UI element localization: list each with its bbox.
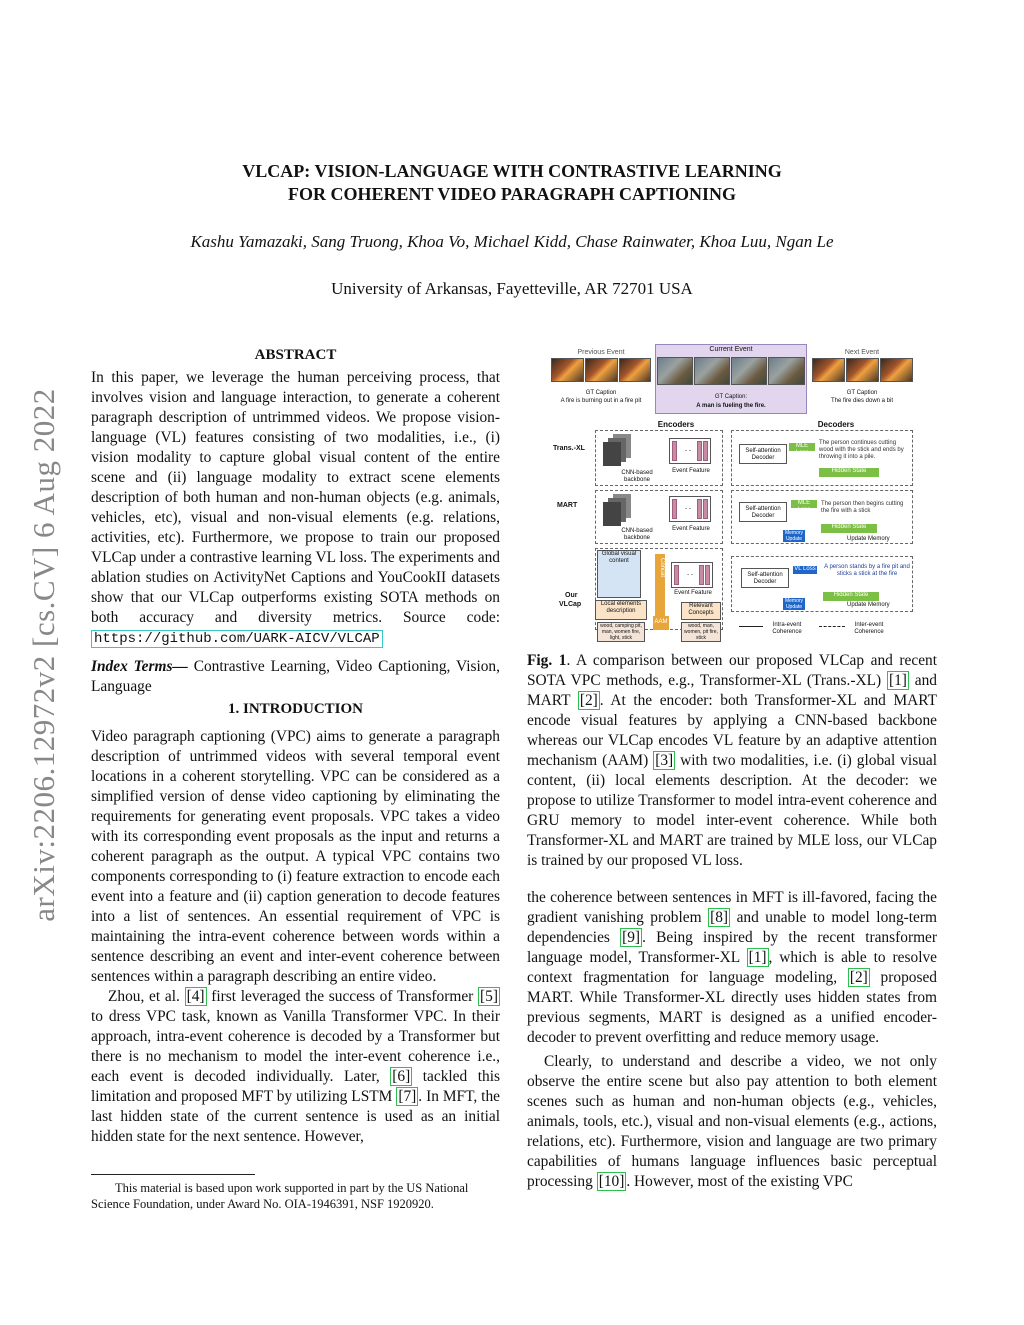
memory-update-1: Memory Update [784, 530, 804, 542]
current-caption: A man is fueling the fire. [696, 403, 766, 409]
citation-10[interactable]: [10] [598, 1173, 625, 1190]
encoders-heading: Encoders [657, 420, 695, 429]
footnote-rule [91, 1174, 255, 1175]
author-list: Kashu Yamazaki, Sang Truong, Khoa Vo, Michael Kidd, Chase Rainwater, Khoa Luu, Ngan Le [190, 232, 834, 251]
cnn-backbone-label-2: CNN-based backbone [621, 528, 653, 541]
next-caption-label: GT Caption [846, 390, 878, 396]
right-p1-text-a: the coherence between sentences in MFT is ill-favored, facing the gradient vanishing problem [527, 889, 937, 926]
relevant-concepts: Relevant Concepts [681, 602, 721, 620]
row-label-our: Our [565, 592, 578, 599]
next-frame-1 [812, 358, 845, 382]
abstract-heading: ABSTRACT [254, 347, 337, 363]
inter-event-arrow [819, 626, 845, 627]
output-caption-3: A person stands by a fire pit and sticks a stick at the fire [824, 564, 910, 577]
current-frame-2 [694, 357, 730, 385]
caption-text-3: . At the encoder: both Transformer-XL and MART encode visual features by applying a CNN-based backbone whereas our VLCap encodes VL feature by an adaptive attention mechanism (AAM) [527, 692, 937, 769]
previous-frame-2 [585, 358, 618, 382]
inter-event-coherence-label: Inter-event Coherence [854, 622, 884, 635]
abstract-text: In this paper, we leverage the human perceiving process, that involves vision and language interaction, to generate a coherent paragraph description of untrimmed videos. We propose vision-language (VL) features consisting of two modalities, i.e., (i) vision modality to capture global visual content of the entire scene and (ii) language modality to extract scene elements description of both human and non-human objects (e.g. animals, vehicles, etc), visual and non-visual elements (e.g. relations, activities, etc). Furthermore, we propose to train our proposed VLCap under a contrastive learning VL loss. The experiments and ablation studies on ActivityNet Captions and YouCookII datasets show that our VLCap outperforms existing SOTA methods on both accuracy and diversity metrics. Source code: [91, 369, 500, 626]
row-label-vlcap: VLCap [559, 601, 582, 608]
output-caption-1: The person continues cutting wood with the stick and ends by throwing it into a pile. [819, 440, 904, 460]
abstract-body [91, 368, 500, 649]
mle-loss-badge-2: MLE Loss [791, 500, 817, 508]
previous-event-label: Previous Event [577, 349, 625, 356]
vl-loss-badge: VL Loss [794, 566, 816, 572]
index-terms-text: Contrastive Learning, Video Captioning, Vision, Language [91, 658, 500, 695]
intra-event-coherence-label: Intra-event Coherence [772, 622, 802, 635]
right-paragraph-1 [527, 888, 937, 1048]
self-attention-decoder-1: Self-attention Decoder [739, 444, 787, 464]
local-elements-words: wood, camping pit, man, women fire, light, stick [597, 622, 645, 642]
next-frame-3 [880, 358, 913, 382]
self-attention-decoder-2: Self-attention Decoder [739, 502, 787, 522]
relevant-concepts-words: wood, man, women, pit fire, stick [681, 622, 721, 642]
index-terms-label: Index Terms— [91, 658, 188, 675]
right-p1-text-e: proposed MART. While Transformer-XL directly uses hidden states from previous segments, MART is designed as a unified encoder-decoder to prevent overfitting and reduce memory usage. [527, 969, 937, 1046]
intro-p2-text-a: Zhou, et al. [108, 988, 180, 1005]
row-label-trans-xl: Trans.-XL [553, 445, 585, 452]
output-caption-2: The person then begins cutting the fire with a stick [821, 501, 904, 514]
right-p1-text-c: . Being inspired by the recent transformer language model, Transformer-XL [527, 929, 937, 966]
concat-label: Concat [659, 558, 665, 578]
intro-p2-text-b: first leveraged the success of Transformer [211, 988, 474, 1005]
event-feature-label-1: Event Feature [672, 468, 710, 474]
feature-bar [703, 441, 708, 461]
current-frame-1 [657, 357, 693, 385]
decoders-heading: Decoders [817, 420, 855, 429]
self-attention-decoder-3: Self-attention Decoder [741, 568, 789, 588]
event-feature-label-3: Event Feature [674, 590, 712, 596]
cnn-backbone-block-1 [603, 442, 621, 466]
previous-caption: A fire is burning out in a fire pit [560, 398, 642, 404]
source-code-link[interactable]: https://github.com/UARK-AICV/VLCAP [91, 630, 383, 648]
figure-label: Fig. 1 [527, 652, 567, 669]
feature-bar [699, 565, 704, 585]
previous-frame-1 [551, 358, 584, 382]
cnn-backbone-block-2 [603, 502, 621, 526]
citation-9[interactable]: [9] [622, 929, 641, 946]
paper-title-line-2: FOR COHERENT VIDEO PARAGRAPH CAPTIONING [287, 184, 737, 204]
feature-bar [672, 441, 677, 461]
intro-paragraph-2 [91, 987, 500, 1147]
citation-2-repeat[interactable]: [2] [849, 969, 868, 986]
right-column [527, 888, 937, 1192]
mle-loss-badge-1: MLE Loss [789, 443, 815, 451]
right-p1-text-d: , which is able to resolve context fragmentation for language modeling, [527, 949, 937, 986]
caption-text-2: and MART [527, 672, 937, 709]
arxiv-stamp: arXiv:2206.12972v2 [cs.CV] 6 Aug 2022 [26, 388, 61, 922]
paper-title-line-1: VLCAP: VISION-LANGUAGE WITH CONTRASTIVE LEARNING [242, 161, 782, 181]
citation-3[interactable]: [3] [655, 752, 674, 769]
citation-2[interactable]: [2] [579, 692, 598, 709]
right-p1-text-b: and unable to model long-term dependencies [527, 909, 937, 946]
right-p2-text-b: . However, most of the existing VPC [626, 1173, 853, 1190]
caption-text-1: . A comparison between our proposed VLCap and recent SOTA VPC methods, e.g., Transformer-XL (Trans.-XL) [527, 652, 937, 689]
citation-4[interactable]: [4] [186, 988, 205, 1005]
right-p2-text-a: Clearly, to understand and describe a video, we not only observe the entire scene but also pay attention to both element scenes such as human and non-human objects (e.g., vehicles, animals, tools, etc.), visual and non-visual elements (e.g., actions, relations, etc). Furthermore, vision and language are two primary capabilities of humans language influences basic perceptual processing [527, 1053, 937, 1190]
previous-caption-label: GT Caption [585, 390, 617, 396]
citation-7[interactable]: [7] [398, 1088, 417, 1105]
feature-bar [697, 499, 702, 519]
intro-p2-text-c: to dress VPC task, known as Vanilla Transformer VPC. In their approach, intra-event coherence is decoded by a Transformer but there is no mechanism to model the inter-event coherence i.e., each event is decoded individually. Later, [91, 1008, 500, 1085]
previous-frame-3 [619, 358, 651, 382]
caption-text-4: with two modalities, i.e. (i) global visual content, (ii) local elements description. At the decoder: we propose to utilize Transformer to model intra-event coherence and GRU memory to model inter-event coherence. While both Transformer-XL and MART are trained by MLE loss, our VLCap is trained by our proposed VL loss. [527, 752, 937, 869]
aam-block: AAM [653, 616, 669, 630]
feature-bar [705, 565, 710, 585]
current-frame-4 [768, 357, 805, 385]
next-caption: The fire dies down a bit [830, 398, 894, 404]
event-feature-label-2: Event Feature [672, 526, 710, 532]
next-frame-2 [846, 358, 879, 382]
intra-event-arrow [739, 626, 763, 627]
row-label-mart: MART [557, 502, 578, 509]
cnn-backbone-label-1: CNN-based backbone [621, 470, 653, 483]
current-caption-label: GT Caption: [714, 394, 748, 400]
citation-1[interactable]: [1] [888, 672, 907, 689]
left-column [91, 345, 500, 1147]
figure-caption-text [527, 651, 937, 871]
global-visual-content: Global visual content [597, 550, 641, 598]
figure-caption [527, 651, 937, 871]
citation-5[interactable]: [5] [480, 988, 498, 1005]
hidden-state-2: Hidden State [821, 524, 877, 533]
current-event-label: Current Event [709, 346, 753, 353]
feature-bar [697, 441, 702, 461]
feature-dashes: - - [685, 448, 691, 454]
update-memory-label-2: Update Memory [847, 602, 890, 608]
intro-p2-text-e: . In MFT, the last hidden state of the current sentence is used as an initial hidden state for the next sentence. However, [91, 1088, 500, 1145]
feature-bar [703, 499, 708, 519]
feature-dashes: - - [687, 572, 693, 578]
memory-update-2: Memory Update [784, 598, 804, 610]
introduction-heading: 1. INTRODUCTION [227, 701, 363, 717]
index-terms [91, 657, 500, 697]
citation-6[interactable]: [6] [392, 1068, 411, 1085]
citation-1-repeat[interactable]: [1] [748, 949, 767, 966]
intro-paragraph-1: Video paragraph captioning (VPC) aims to generate a paragraph description of untrimmed videos with several temporal event locations in a coherent storytelling. VPC can be considered as a simplified version of dense video captioning by eliminating the requirements for generating event proposals. VPC takes a video with its corresponding event proposals as the input and returns a coherent paragraph as the output. A typical VPC contains two components corresponding to (i) feature extraction to encode each event into a feature and (ii) caption generation to decode features into a list of sentences. An essential requirement of VPC is maintaining the intra-event coherence between words within a sentence describing an event and inter-event coherence between sentences within a paragraph describing an entire video. [91, 728, 500, 985]
feature-bar [674, 565, 679, 585]
hidden-state-3: Hidden State [823, 592, 879, 601]
hidden-state-1: Hidden State [819, 468, 879, 477]
intro-p2-text-d: tackled this limitation and proposed MFT by utilizing LSTM [91, 1068, 500, 1105]
feature-dashes: - - [685, 506, 691, 512]
current-frame-3 [731, 357, 767, 385]
footnote: This material is based upon work supported in part by the US National Science Foundation, under Award No. OIA-1946391, NSF 1920920. [91, 1181, 469, 1211]
affiliation: University of Arkansas, Fayetteville, AR 72701 USA [331, 279, 693, 298]
next-event-label: Next Event [844, 349, 880, 356]
update-memory-label-1: Update Memory [847, 536, 890, 542]
citation-8[interactable]: [8] [710, 909, 729, 926]
local-elements-description: Local elements description [595, 600, 647, 620]
feature-bar [672, 499, 677, 519]
figure-1 [551, 344, 914, 642]
right-paragraph-2 [527, 1052, 937, 1192]
